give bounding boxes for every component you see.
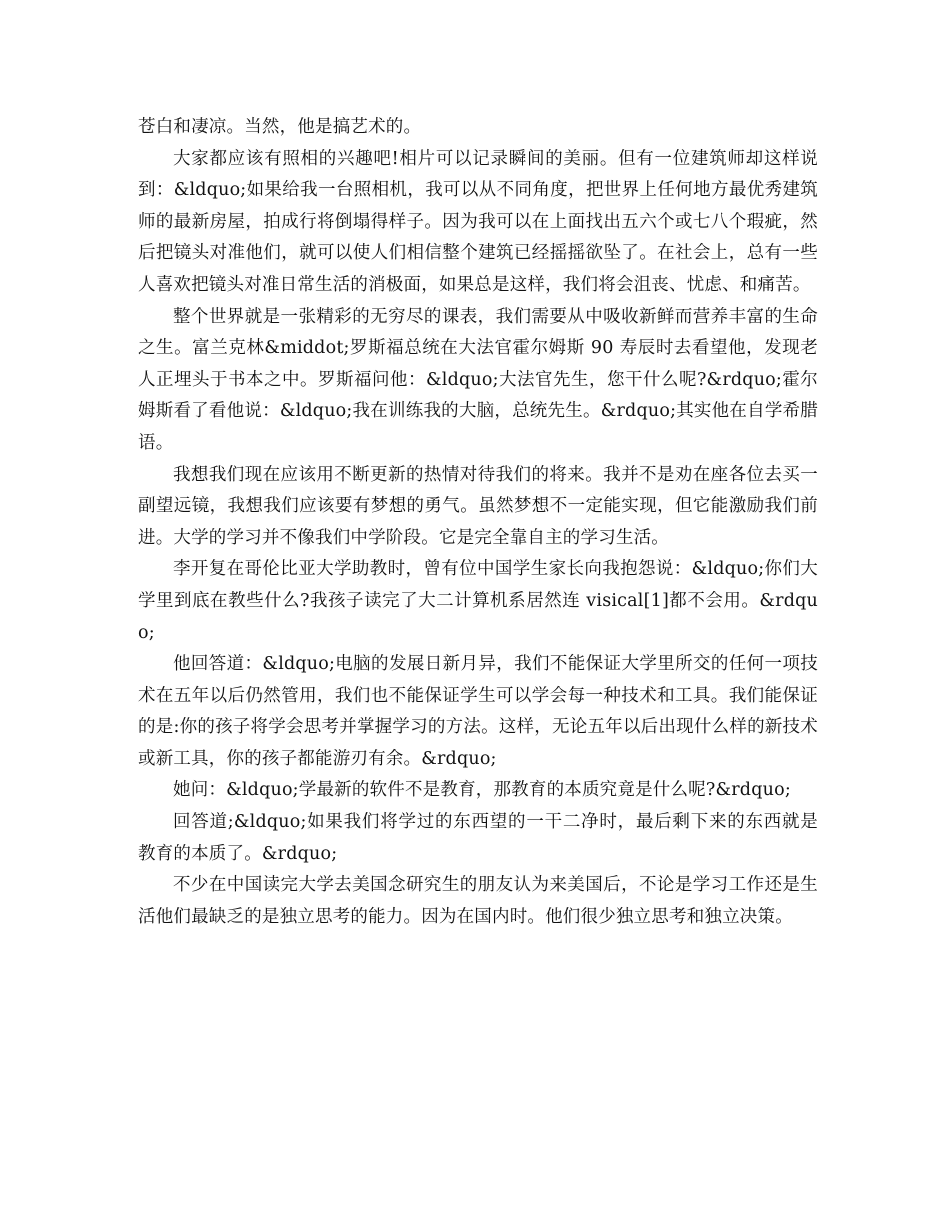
paragraph-3: 整个世界就是一张精彩的无穷尽的课表，我们需要从中吸收新鲜而营养丰富的生命之生。富兰克林&middot;罗斯福总统在大法官霍尔姆斯 90 寿辰时去看望他，发现老人正埋头于书本之中。罗斯福问他：&ldquo;大法官先生，您干什么呢?&rdquo;霍尔姆斯看了看他说：&ldquo;我在训练我的大脑，总统先生。&rdquo;其实他在自学希腊语。 [138, 306, 818, 453]
paragraph-7: 她问：&ldquo;学最新的软件不是教育，那教育的本质究竟是什么呢?&rdquo; [173, 780, 791, 801]
document-body [138, 112, 818, 933]
paragraph-8: 回答道;&ldquo;如果我们将学过的东西望的一干二净时，最后剩下来的东西就是教育的本质了。&rdquo; [138, 812, 818, 864]
paragraph-2: 大家都应该有照相的兴趣吧!相片可以记录瞬间的美丽。但有一位建筑师却这样说到：&ldquo;如果给我一台照相机，我可以从不同角度，把世界上任何地方最优秀建筑师的最新房屋，拍成行将倒塌得样子。因为我可以在上面找出五六个或七八个瑕疵，然后把镜头对准他们，就可以使人们相信整个建筑已经摇摇欲坠了。在社会上，总有一些人喜欢把镜头对准日常生活的消极面，如果总是这样，我们将会沮丧、忧虑、和痛苦。 [138, 148, 818, 295]
paragraph-1: 苍白和凄凉。当然，他是搞艺术的。 [138, 117, 422, 137]
paragraph-5: 李开复在哥伦比亚大学助教时，曾有位中国学生家长向我抱怨说：&ldquo;你们大学里到底在教些什么?我孩子读完了大二计算机系居然连 visical[1]都不会用。&rdquo; [138, 559, 818, 643]
paragraph-9: 不少在中国读完大学去美国念研究生的朋友认为来美国后，不论是学习工作还是生活他们最缺乏的是独立思考的能力。因为在国内时。他们很少独立思考和独立决策。 [138, 875, 818, 927]
paragraph-6: 他回答道：&ldquo;电脑的发展日新月异，我们不能保证大学里所交的任何一项技术在五年以后仍然管用，我们也不能保证学生可以学会每一种技术和工具。我们能保证的是:你的孩子将学会思考并掌握学习的方法。这样，无论五年以后出现什么样的新技术或新工具，你的孩子都能游刃有余。&rdquo; [138, 654, 818, 769]
paragraph-4: 我想我们现在应该用不断更新的热情对待我们的将来。我并不是劝在座各位去买一副望远镜，我想我们应该要有梦想的勇气。虽然梦想不一定能实现，但它能激励我们前进。大学的学习并不像我们中学阶段。它是完全靠自主的学习生活。 [138, 464, 818, 548]
